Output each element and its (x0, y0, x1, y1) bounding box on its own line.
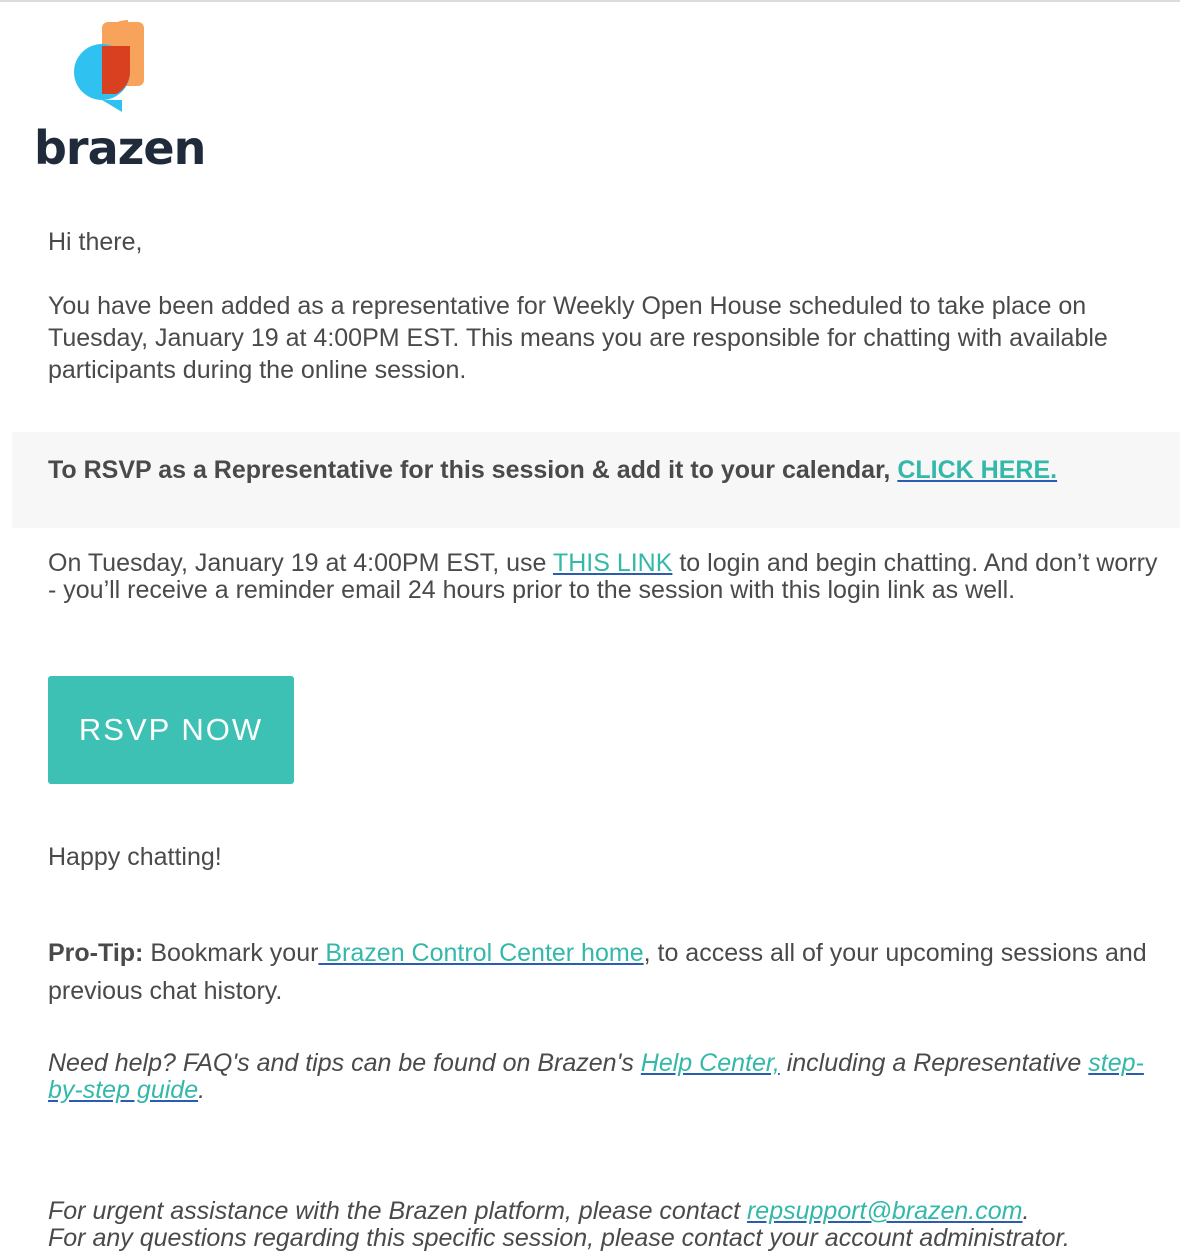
click-here-link[interactable]: CLICK HERE. (897, 456, 1058, 484)
protip-text-before: Bookmark your (143, 939, 319, 967)
brazen-wordmark: brazen (34, 121, 206, 175)
control-center-link[interactable]: Brazen Control Center home (318, 939, 644, 967)
happy-chatting: Happy chatting! (48, 843, 222, 871)
top-border (0, 0, 1180, 2)
intro-paragraph: You have been added as a representative for Weekly Open House scheduled to take place on Tuesday, January 19 at 4:00PM EST. This means you are responsible for chatting with available participants during the online session. (48, 292, 1108, 384)
step-by-step-guide-link[interactable]: step-by-step guide (48, 1049, 1144, 1104)
help-paragraph (48, 1050, 1158, 1104)
urgent-paragraph (48, 1198, 1158, 1252)
rsvp-callout-text (48, 454, 1168, 486)
login-text-before: On Tuesday, January 19 at 4:00PM EST, use (48, 549, 553, 577)
greeting: Hi there, (48, 228, 143, 256)
help-text-before: Need help? FAQ's and tips can be found on Brazen's (48, 1049, 641, 1077)
repsupport-email-link[interactable]: repsupport@brazen.com (746, 1197, 1023, 1225)
login-paragraph (48, 550, 1158, 604)
rsvp-prompt: To RSVP as a Representative for this session & add it to your calendar, (48, 456, 898, 484)
help-text-middle: including a Representative (779, 1049, 1089, 1077)
urgent-text-before: For urgent assistance with the Brazen platform, please contact (48, 1197, 747, 1225)
urgent-text-after: . (1022, 1197, 1030, 1225)
questions-text: For any questions regarding this specific session, please contact your account administrator. (48, 1224, 1070, 1252)
protip-label: Pro-Tip: (48, 939, 144, 967)
help-center-link[interactable]: Help Center, (640, 1049, 780, 1077)
login-text-after: to login and begin chatting. And don’t worry - you’ll receive a reminder email 24 hours prior to the session with this login link as well. (48, 549, 1158, 604)
this-link[interactable]: THIS LINK (552, 549, 673, 577)
brazen-logo (34, 16, 206, 175)
brazen-logo-mark-icon (72, 16, 148, 116)
protip-text-after: , to access all of your upcoming sessions and previous chat history. (48, 939, 1147, 1005)
rsvp-now-button[interactable]: RSVP NOW (48, 676, 294, 784)
protip-paragraph (48, 934, 1158, 1010)
help-text-after: . (198, 1076, 206, 1104)
